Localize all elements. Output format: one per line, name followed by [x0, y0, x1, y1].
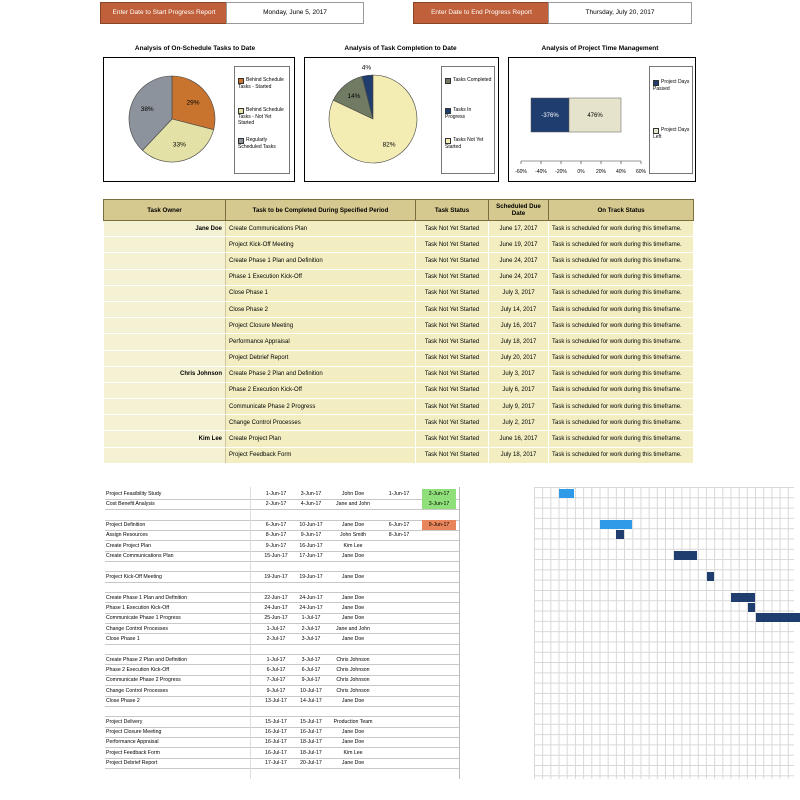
- gantt-row: [106, 593, 456, 603]
- gantt-task: Project Feedback Form: [106, 749, 160, 756]
- task-owner: [104, 447, 226, 463]
- legend-label: Behind Schedule Tasks - Started: [238, 77, 284, 90]
- legend-label: Tasks In Progress: [445, 107, 472, 120]
- on-track-status: Task is scheduled for work during this timeframe.: [549, 253, 694, 269]
- task-due-date: July 18, 2017: [489, 447, 549, 463]
- gantt-owner: Jane Doe: [341, 635, 365, 642]
- task-status: Task Not Yet Started: [416, 285, 489, 301]
- gantt-task: Performance Appraisal: [106, 739, 159, 746]
- gantt-end: 18-Jul-17: [300, 739, 322, 746]
- table-row: [104, 366, 694, 382]
- gantt-actual-start: 8-Jun-17: [388, 532, 410, 539]
- ontime-legend: [234, 66, 290, 174]
- on-track-status: Task is scheduled for work during this timeframe.: [549, 301, 694, 317]
- gantt-planned-bar: [756, 613, 800, 622]
- table-row: [104, 447, 694, 463]
- col-header-due: Scheduled Due Date: [489, 200, 549, 221]
- gantt-owner: Jane Doe: [341, 760, 365, 767]
- task-name: Create Project Plan: [226, 431, 416, 447]
- task-name: Phase 1 Execution Kick-Off: [226, 269, 416, 285]
- task-status: Task Not Yet Started: [416, 382, 489, 398]
- task-owner: [104, 237, 226, 253]
- gantt-task: Close Phase 2: [106, 698, 140, 704]
- task-status: Task Not Yet Started: [416, 350, 489, 366]
- task-due-date: July 3, 2017: [489, 366, 549, 382]
- axis-tick-label: -60%: [515, 169, 527, 175]
- gantt-task: Project Closure Meeting: [106, 729, 162, 736]
- on-track-status: Task is scheduled for work during this timeframe.: [549, 399, 694, 415]
- completion-chart-title: Analysis of Task Completion to Date: [344, 45, 457, 52]
- task-name: Create Communications Plan: [226, 221, 416, 237]
- gantt-start: 9-Jul-17: [266, 687, 286, 694]
- task-status: Task Not Yet Started: [416, 318, 489, 334]
- gantt-end: 9-Jul-17: [301, 677, 321, 684]
- gantt-end: 16-Jun-17: [299, 542, 323, 549]
- gantt-row: [106, 644, 456, 654]
- pie-value-label: 14%: [347, 92, 361, 100]
- pie-value-label: 38%: [140, 106, 154, 114]
- legend-label: Tasks Completed: [453, 77, 492, 83]
- task-status: Task Not Yet Started: [416, 269, 489, 285]
- gantt-task: Phase 2 Execution Kick-Off: [106, 666, 170, 673]
- gantt-owner: Kim Lee: [343, 542, 363, 549]
- gantt-owner: Jane Doe: [341, 615, 365, 622]
- gantt-owner: Jane and John: [335, 625, 371, 632]
- task-due-date: June 19, 2017: [489, 237, 549, 253]
- on-track-status: Task is scheduled for work during this timeframe.: [549, 318, 694, 334]
- gantt-start: 1-Jul-17: [266, 625, 286, 632]
- gantt-actual-bar: [559, 489, 574, 498]
- gantt-task: Create Project Plan: [106, 542, 151, 549]
- on-track-status: Task is scheduled for work during this timeframe.: [549, 269, 694, 285]
- on-track-status: Task is scheduled for work during this timeframe.: [549, 285, 694, 301]
- task-name: Project Debrief Report: [226, 350, 416, 366]
- axis-tick-label: 60%: [635, 169, 647, 175]
- task-table: [103, 199, 694, 464]
- ontime-chart-title: Analysis of On-Schedule Tasks to Date: [134, 45, 256, 52]
- task-name: Close Phase 1: [226, 285, 416, 301]
- task-owner: [104, 318, 226, 334]
- gantt-end: 6-Jul-17: [301, 666, 321, 673]
- gantt-end: 15-Jul-17: [300, 718, 322, 725]
- col-header-track: On Track Status: [549, 200, 694, 221]
- gantt-start: 1-Jul-17: [266, 656, 286, 663]
- task-owner: Jane Doe: [104, 221, 226, 237]
- gantt-task: Assign Resources: [106, 532, 148, 539]
- gantt-row: [106, 561, 456, 571]
- gantt-owner: Jane Doe: [341, 594, 365, 601]
- task-due-date: June 17, 2017: [489, 221, 549, 237]
- on-track-status: Task is scheduled for work during this timeframe.: [549, 382, 694, 398]
- task-due-date: July 3, 2017: [489, 285, 549, 301]
- gantt-owner: Jane Doe: [341, 604, 365, 611]
- axis-tick-label: -20%: [555, 169, 567, 175]
- gantt-end: 10-Jun-17: [299, 522, 323, 529]
- gantt-row: [106, 706, 456, 716]
- gantt-task: Project Feasibility Study: [106, 491, 162, 497]
- legend-item: [445, 107, 492, 120]
- table-row: [104, 415, 694, 431]
- gantt-owner: Chris Johnson: [336, 677, 370, 684]
- gantt-owner: Jane Doe: [341, 729, 365, 736]
- gantt-owner: Jane Doe: [341, 522, 365, 529]
- gantt-end: 3-Jun-17: [300, 491, 322, 497]
- gantt-owner: Jane Doe: [341, 739, 365, 746]
- on-track-status: Task is scheduled for work during this timeframe.: [549, 350, 694, 366]
- gantt-owner: Jane Doe: [341, 698, 365, 704]
- task-owner: [104, 334, 226, 350]
- gantt-row: [106, 530, 456, 540]
- table-row: [104, 269, 694, 285]
- gantt-row: [106, 572, 456, 582]
- bar-value-label: 476%: [587, 113, 603, 119]
- time-legend: [649, 66, 693, 174]
- gantt-planned-bar: [674, 551, 698, 560]
- legend-swatch: [445, 78, 451, 84]
- axis-tick-label: 20%: [595, 169, 607, 175]
- gantt-row: [106, 489, 456, 499]
- task-name: Create Phase 2 Plan and Definition: [226, 366, 416, 382]
- gantt-owner: Jane and John: [335, 501, 371, 508]
- gantt-start: 1-Jun-17: [265, 491, 287, 497]
- gantt-task: Create Phase 2 Plan and Definition: [106, 656, 188, 663]
- gantt-row: [106, 541, 456, 551]
- gantt-row: [106, 675, 456, 685]
- gantt-actual-end: 3-Jun-17: [422, 499, 456, 509]
- gantt-planned-bar: [731, 593, 755, 602]
- gantt-row: [106, 686, 456, 696]
- start-date-field[interactable]: Monday, June 5, 2017: [226, 2, 364, 24]
- gantt-start: 15-Jul-17: [265, 718, 287, 725]
- table-row: [104, 253, 694, 269]
- gantt-start: 16-Jul-17: [265, 749, 287, 756]
- table-row: [104, 431, 694, 447]
- gantt-end: 3-Jul-17: [301, 656, 321, 663]
- task-due-date: June 24, 2017: [489, 269, 549, 285]
- gantt-chart-grid: [534, 487, 794, 779]
- gantt-owner: Chris Johnson: [336, 666, 370, 673]
- task-name: Close Phase 2: [226, 301, 416, 317]
- gantt-start: 7-Jul-17: [266, 677, 286, 684]
- gantt-task: Create Phase 1 Plan and Definition: [106, 594, 188, 601]
- task-due-date: July 20, 2017: [489, 350, 549, 366]
- table-row: [104, 301, 694, 317]
- table-row: [104, 318, 694, 334]
- gantt-task: Communicate Phase 1 Progress: [106, 615, 181, 622]
- on-track-status: Task is scheduled for work during this timeframe.: [549, 447, 694, 463]
- task-status: Task Not Yet Started: [416, 415, 489, 431]
- task-owner: Kim Lee: [104, 431, 226, 447]
- gantt-row: [106, 603, 456, 613]
- task-owner: Chris Johnson: [104, 366, 226, 382]
- task-name: Create Phase 1 Plan and Definition: [226, 253, 416, 269]
- axis-tick-label: -40%: [535, 169, 547, 175]
- axis-tick-label: 0%: [577, 169, 585, 175]
- bar-value-label: -376%: [541, 113, 559, 119]
- gantt-row: [106, 634, 456, 644]
- gantt-end: 24-Jun-17: [299, 594, 323, 601]
- gantt-task: Project Delivery: [106, 718, 143, 725]
- pie-value-label: 29%: [186, 99, 200, 107]
- gantt-row: [106, 737, 456, 747]
- gantt-start: 15-Jun-17: [264, 553, 288, 560]
- on-track-status: Task is scheduled for work during this timeframe.: [549, 366, 694, 382]
- start-date-button[interactable]: Enter Date to Start Progress Report: [100, 2, 228, 24]
- gantt-end: 2-Jul-17: [301, 625, 321, 632]
- time-bar-chart: [509, 58, 649, 181]
- gantt-task: Project Definition: [106, 522, 146, 529]
- task-due-date: July 18, 2017: [489, 334, 549, 350]
- legend-item: [653, 127, 690, 140]
- table-row: [104, 382, 694, 398]
- gantt-actual-start: 6-Jun-17: [388, 522, 410, 529]
- end-date-button[interactable]: Enter Date to End Progress Report: [413, 2, 550, 24]
- gantt-owner: Chris Johnson: [336, 687, 370, 694]
- gantt-row: [106, 717, 456, 727]
- gantt-end: 9-Jun-17: [300, 532, 322, 539]
- gantt-row: [106, 758, 456, 768]
- task-status: Task Not Yet Started: [416, 334, 489, 350]
- gantt-owner: John Smith: [340, 532, 366, 539]
- task-status: Task Not Yet Started: [416, 237, 489, 253]
- gantt-start: 22-Jun-17: [264, 594, 288, 601]
- gantt-start: 2-Jul-17: [266, 635, 286, 642]
- task-due-date: July 6, 2017: [489, 382, 549, 398]
- task-status: Task Not Yet Started: [416, 399, 489, 415]
- task-status: Task Not Yet Started: [416, 221, 489, 237]
- task-name: Project Closure Meeting: [226, 318, 416, 334]
- gantt-end: 10-Jul-17: [300, 687, 322, 694]
- gantt-task: Close Phase 1: [106, 635, 140, 642]
- task-status: Task Not Yet Started: [416, 447, 489, 463]
- gantt-actual-end: 9-Jun-17: [422, 520, 456, 530]
- task-status: Task Not Yet Started: [416, 301, 489, 317]
- gantt-row: [106, 613, 456, 623]
- gantt-start: 13-Jul-17: [265, 698, 287, 704]
- pie-value-label: 33%: [172, 141, 186, 149]
- task-owner: [104, 399, 226, 415]
- gantt-row: [106, 624, 456, 634]
- gantt-row: [106, 551, 456, 561]
- gantt-row: [106, 655, 456, 665]
- gantt-task: Project Kick-Off Meeting: [106, 573, 162, 580]
- table-row: [104, 350, 694, 366]
- task-status: Task Not Yet Started: [416, 431, 489, 447]
- completion-chart: [304, 57, 499, 182]
- task-name: Change Control Processes: [226, 415, 416, 431]
- gantt-planned-bar: [748, 603, 755, 612]
- gantt-start: 19-Jun-17: [264, 573, 288, 580]
- gantt-start: 16-Jul-17: [265, 739, 287, 746]
- task-due-date: July 9, 2017: [489, 399, 549, 415]
- task-due-date: July 16, 2017: [489, 318, 549, 334]
- completion-pie: [305, 58, 440, 181]
- pie-value-label: 4%: [361, 64, 372, 72]
- task-owner: [104, 253, 226, 269]
- gantt-start: 16-Jul-17: [265, 729, 287, 736]
- legend-item: [445, 137, 492, 150]
- gantt-start: 6-Jun-17: [265, 522, 287, 529]
- on-track-status: Task is scheduled for work during this timeframe.: [549, 237, 694, 253]
- col-header-task: Task to be Completed During Specified Period: [226, 200, 416, 221]
- task-owner: [104, 269, 226, 285]
- task-due-date: June 16, 2017: [489, 431, 549, 447]
- gantt-owner: John Doe: [341, 491, 365, 497]
- legend-item: [445, 77, 492, 84]
- on-track-status: Task is scheduled for work during this timeframe.: [549, 415, 694, 431]
- gantt-owner: Jane Doe: [341, 553, 365, 560]
- task-due-date: July 14, 2017: [489, 301, 549, 317]
- gantt-end: 4-Jun-17: [300, 501, 322, 508]
- table-row: [104, 221, 694, 237]
- task-due-date: July 2, 2017: [489, 415, 549, 431]
- task-name: Project Feedback Form: [226, 447, 416, 463]
- legend-label: Project Days Left: [653, 127, 690, 140]
- task-name: Communicate Phase 2 Progress: [226, 399, 416, 415]
- table-row: [104, 399, 694, 415]
- legend-item: [653, 79, 690, 92]
- gantt-row: [106, 727, 456, 737]
- gantt-start: 17-Jul-17: [265, 760, 287, 767]
- gantt-planned-bar: [616, 530, 623, 539]
- gantt-owner: Production Team: [333, 718, 373, 725]
- gantt-start: 6-Jul-17: [266, 666, 286, 673]
- gantt-end: 3-Jul-17: [301, 635, 321, 642]
- gantt-end: 16-Jul-17: [300, 729, 322, 736]
- pie-value-label: 82%: [382, 141, 396, 149]
- gantt-task: Cost Benefit Analysis: [106, 501, 155, 508]
- gantt-start: 2-Jun-17: [265, 501, 287, 508]
- ontime-chart: [103, 57, 295, 182]
- on-track-status: Task is scheduled for work during this timeframe.: [549, 221, 694, 237]
- gantt-task: Change Control Processes: [106, 625, 168, 632]
- legend-label: Tasks Not Yet Started: [445, 137, 484, 150]
- gantt-owner: Jane Doe: [341, 573, 365, 580]
- on-track-status: Task is scheduled for work during this timeframe.: [549, 334, 694, 350]
- ontime-pie: [104, 58, 234, 181]
- gantt-end: 1-Jul-17: [301, 615, 321, 622]
- gantt-end: 14-Jul-17: [300, 698, 322, 704]
- col-header-owner: Task Owner: [104, 200, 226, 221]
- gantt-task: Phase 1 Execution Kick-Off: [106, 604, 170, 611]
- table-row: [104, 334, 694, 350]
- gantt-row: [106, 520, 456, 530]
- gantt-owner: Chris Johnson: [336, 656, 370, 663]
- gantt-actual-bar: [600, 520, 632, 529]
- task-owner: [104, 285, 226, 301]
- gantt-planned-bar: [707, 572, 714, 581]
- legend-label: Regularly Scheduled Tasks: [238, 137, 276, 150]
- table-row: [104, 285, 694, 301]
- completion-legend: [441, 66, 495, 174]
- task-owner: [104, 415, 226, 431]
- task-owner: [104, 382, 226, 398]
- task-status: Task Not Yet Started: [416, 253, 489, 269]
- gantt-task: Create Communications Plan: [106, 553, 174, 560]
- gantt-start: 25-Jun-17: [264, 615, 288, 622]
- gantt-end: 19-Jun-17: [299, 573, 323, 580]
- legend-item: [238, 137, 287, 150]
- table-row: [104, 237, 694, 253]
- gantt-start: 24-Jun-17: [264, 604, 288, 611]
- gantt-task: Communicate Phase 2 Progress: [106, 677, 181, 684]
- gantt-task: Change Control Processes: [106, 687, 168, 694]
- gantt-row: [106, 510, 456, 520]
- task-name: Performance Appraisal: [226, 334, 416, 350]
- legend-item: [238, 77, 287, 90]
- task-owner: [104, 301, 226, 317]
- gantt-row: [106, 665, 456, 675]
- legend-label: Behind Schedule Tasks - Not Yet Started: [238, 107, 284, 126]
- axis-tick-label: 40%: [615, 169, 627, 175]
- gantt-start: 8-Jun-17: [265, 532, 287, 539]
- gantt-actual-end: 2-Jun-17: [422, 489, 456, 499]
- gantt-task: Project Debrief Report: [106, 760, 158, 767]
- task-name: Project Kick-Off Meeting: [226, 237, 416, 253]
- task-status: Task Not Yet Started: [416, 366, 489, 382]
- gantt-end: 17-Jun-17: [299, 553, 323, 560]
- task-due-date: June 24, 2017: [489, 253, 549, 269]
- task-name: Phase 2 Execution Kick-Off: [226, 382, 416, 398]
- time-chart: [508, 57, 696, 182]
- gantt-start: 9-Jun-17: [265, 542, 287, 549]
- gantt-row: [106, 499, 456, 509]
- gantt-owner: Kim Lee: [343, 749, 363, 756]
- time-chart-title: Analysis of Project Time Management: [541, 45, 659, 52]
- task-owner: [104, 350, 226, 366]
- legend-item: [238, 107, 287, 126]
- task-table-header: [104, 200, 694, 221]
- gantt-end: 20-Jul-17: [300, 760, 322, 767]
- gantt-end: 18-Jul-17: [300, 749, 322, 756]
- on-track-status: Task is scheduled for work during this timeframe.: [549, 431, 694, 447]
- gantt-actual-start: 1-Jun-17: [388, 491, 410, 497]
- legend-label: Project Days Passed: [653, 79, 690, 92]
- gantt-row: [106, 748, 456, 758]
- gantt-row: [106, 582, 456, 592]
- end-date-field[interactable]: Thursday, July 20, 2017: [548, 2, 692, 24]
- col-header-status: Task Status: [416, 200, 489, 221]
- gantt-end: 24-Jun-17: [299, 604, 323, 611]
- gantt-row: [106, 696, 456, 706]
